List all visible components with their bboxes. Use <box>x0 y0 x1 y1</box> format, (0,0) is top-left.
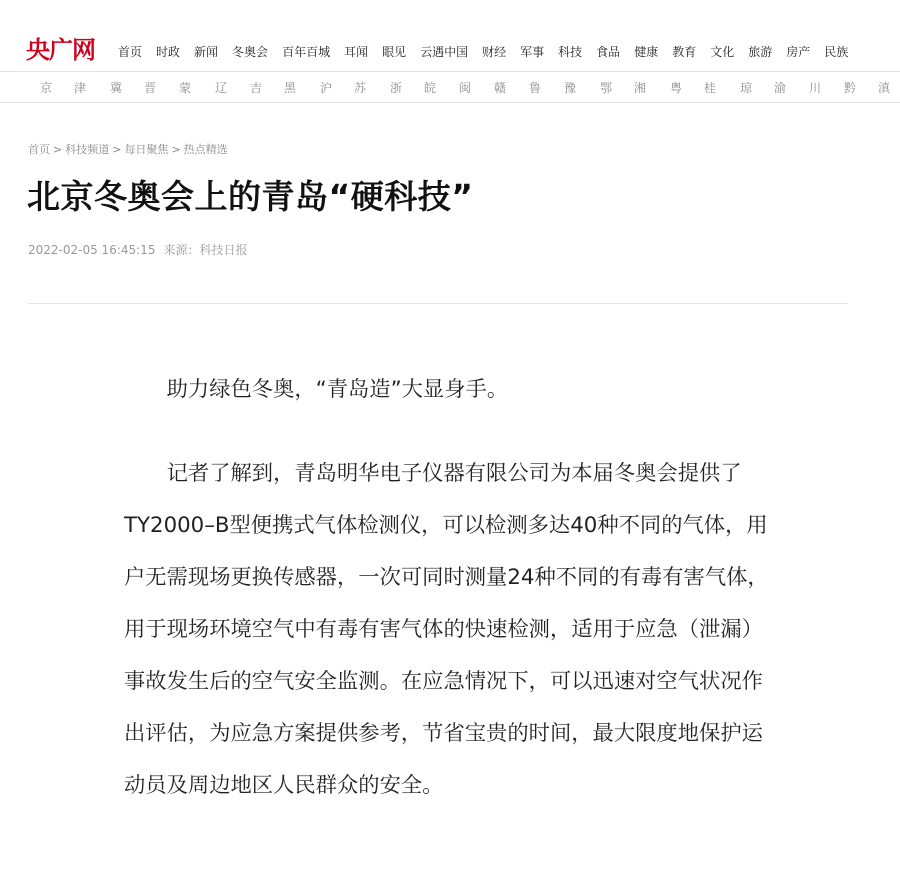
region-item[interactable]: 闽 <box>458 81 471 95</box>
article-paragraph: 助力绿色冬奥，“青岛造”大显身手。 <box>166 377 509 402</box>
region-item[interactable]: 吉 <box>249 81 262 95</box>
region-item[interactable]: 滇 <box>877 81 890 95</box>
breadcrumb-separator: > <box>53 143 63 156</box>
region-item[interactable]: 粤 <box>669 81 682 95</box>
nav-item-finance[interactable]: 财经 <box>482 45 507 59</box>
nav-item-tech[interactable]: 科技 <box>558 45 583 59</box>
region-item[interactable]: 晋 <box>143 81 156 95</box>
nav-item-home[interactable]: 首页 <box>118 45 143 59</box>
region-item[interactable]: 京 <box>39 81 52 95</box>
nav-item-housing[interactable]: 房产 <box>786 45 811 59</box>
region-item[interactable]: 湘 <box>633 81 646 95</box>
region-item[interactable]: 豫 <box>563 81 576 95</box>
nav-item-ethnic[interactable]: 民族 <box>824 45 849 59</box>
region-item[interactable]: 辽 <box>214 81 227 95</box>
region-item[interactable]: 津 <box>73 81 86 95</box>
region-nav <box>0 73 900 103</box>
nav-item-meet-china[interactable]: 云遇中国 <box>420 45 469 59</box>
region-item[interactable]: 赣 <box>493 81 506 95</box>
region-item[interactable]: 鄂 <box>599 81 612 95</box>
nav-item-culture[interactable]: 文化 <box>710 45 735 59</box>
region-item[interactable]: 黑 <box>283 81 296 95</box>
nav-item-education[interactable]: 教育 <box>672 45 697 59</box>
article-title: 北京冬奥会上的青岛“硬科技” <box>27 177 474 216</box>
nav-item-politics[interactable]: 时政 <box>156 45 181 59</box>
region-item[interactable]: 沪 <box>319 81 332 95</box>
breadcrumb-hot-picks[interactable]: 热点精选 <box>183 143 228 156</box>
nav-item-food[interactable]: 食品 <box>596 45 621 59</box>
nav-item-winter-olympics[interactable]: 冬奥会 <box>232 45 269 59</box>
nav-item-military[interactable]: 军事 <box>520 45 545 59</box>
region-item[interactable]: 桂 <box>703 81 716 95</box>
nav-item-eye-seeing[interactable]: 眼见 <box>382 45 407 59</box>
region-item[interactable]: 蒙 <box>178 81 191 95</box>
logo-text: 央广网 <box>26 36 95 64</box>
nav-item-hundred-cities[interactable]: 百年百城 <box>282 45 331 59</box>
divider <box>28 303 848 304</box>
breadcrumb-separator: > <box>171 143 181 156</box>
breadcrumb-separator: > <box>112 143 122 156</box>
breadcrumb-daily-focus[interactable]: 每日聚焦 <box>124 143 169 156</box>
region-item[interactable]: 苏 <box>353 81 366 95</box>
article-meta <box>28 242 247 258</box>
top-navigation <box>0 0 900 72</box>
region-item[interactable]: 川 <box>808 81 821 95</box>
article-body <box>124 364 784 844</box>
article-source: 来源：科技日报 <box>163 243 248 257</box>
region-item[interactable]: 鲁 <box>528 81 541 95</box>
site-logo[interactable] <box>26 36 95 64</box>
region-item[interactable]: 冀 <box>109 81 122 95</box>
region-item[interactable]: 浙 <box>389 81 402 95</box>
channel-nav <box>118 44 862 60</box>
breadcrumb-tech-channel[interactable]: 科技频道 <box>65 143 110 156</box>
article-datetime: 2022-02-05 16:45:15 <box>28 243 156 257</box>
article-paragraph: 记者了解到，青岛明华电子仪器有限公司为本届冬奥会提供了TY2000–B型便携式气体检测仪，可以检测多达40种不同的气体，用户无需现场更换传感器，一次可同时测量24种不同的有毒有害气体，用于现场环境空气中有毒有害气体的快速检测，适用于应急（泄漏）事故发生后的空气安全监测。在应急情况下，可以迅速对空气状况作出评估，为应急方案提供参考，节省宝贵的时间，最大限度地保护运动员及周边地区人民群众的安全。 <box>124 461 769 798</box>
region-item[interactable]: 黔 <box>843 81 856 95</box>
region-item[interactable]: 皖 <box>423 81 436 95</box>
nav-item-ear-hearing[interactable]: 耳闻 <box>344 45 369 59</box>
nav-item-travel[interactable]: 旅游 <box>748 45 773 59</box>
nav-item-news[interactable]: 新闻 <box>194 45 219 59</box>
region-item[interactable]: 渝 <box>773 81 786 95</box>
nav-item-health[interactable]: 健康 <box>634 45 659 59</box>
breadcrumb <box>28 143 228 157</box>
breadcrumb-home[interactable]: 首页 <box>28 143 50 156</box>
region-item[interactable]: 琼 <box>739 81 752 95</box>
